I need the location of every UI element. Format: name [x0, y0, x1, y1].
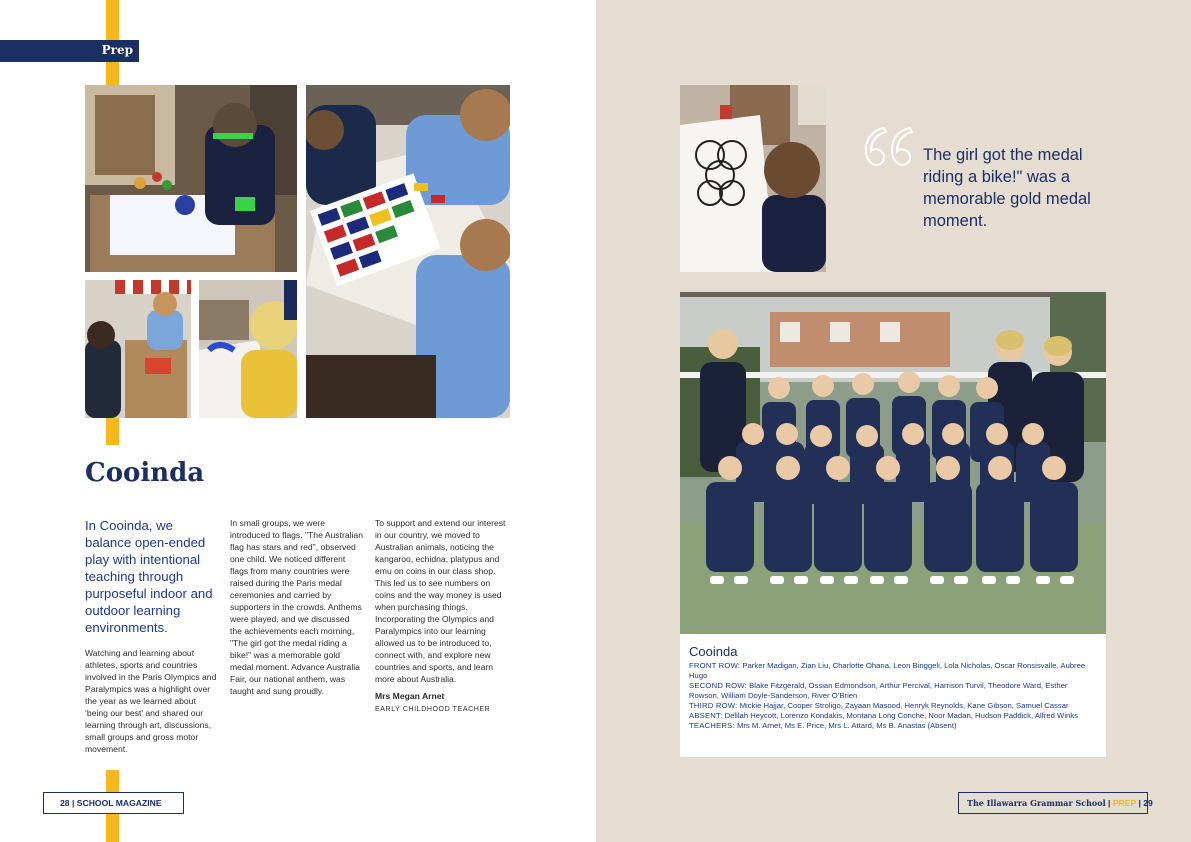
caption-title: Cooinda [689, 644, 738, 659]
section-tab-label: Prep [101, 43, 133, 57]
yellow-accent-bar [106, 0, 119, 40]
caption-row [689, 681, 1097, 701]
caption-row-label: THIRD ROW: [689, 701, 738, 710]
caption-row-names: Mrs M. Arnet, Ms E. Price, Mrs L. Attard, Ms B. Anastas (Absent) [736, 721, 957, 730]
footer-separator: | [1108, 798, 1111, 808]
signature-role: EARLY CHILDHOOD TEACHER [375, 706, 491, 713]
photo-drawing-rings [680, 85, 826, 272]
photo-light-table [85, 85, 297, 272]
caption-row [689, 721, 1097, 731]
school-name: The Illawarra Grammar School [967, 798, 1106, 808]
pull-quote: The girl got the medal riding a bike!" was a memorable gold medal moment. [923, 146, 1091, 230]
caption-row [689, 661, 1097, 681]
section-tab [0, 40, 139, 62]
caption-row-label: FRONT ROW: [689, 661, 741, 670]
photo-painting [199, 280, 297, 418]
class-photo-caption [680, 634, 1106, 757]
class-photo [680, 292, 1106, 635]
caption-row [689, 701, 1097, 711]
caption-row [689, 711, 1097, 721]
footer-separator: | [1138, 798, 1141, 808]
caption-row-names: Parker Madigan, Zian Liu, Charlotte Ohana, Leon Binggeli, Lola Nicholas, Oscar Ronsisvalle, Aubree Hugo [689, 661, 1086, 680]
caption-row-names: Blake Fitzgerald, Ossian Edmondson, Arthur Percival, Harrison Turvil, Theodore Ward, Esther Rowson, William Doyle-Sanderson, River O’Brien [689, 681, 1068, 700]
photo-flags [306, 85, 510, 418]
body-column-2: In small groups, we were introduced to flags. "The Australian flag has stars and red", observed one child. We noticed different flags from many countries were raised during the Paris medal ceremonies and carried by supporters in the crowds. Anthems were played, and we discussed the achievements each morning, "The girl got the medal riding a bike!" was a memorable gold medal moment. Advance Australia Fair, our national anthem, was taught and sung proudly. [230, 518, 363, 696]
footer-section-label: PREP [1112, 798, 1137, 808]
caption-row-names: Mickie Hajjar, Cooper Stroligo, Zayaan Masood, Henryk Reynolds, Kane Gibson, Samuel Cassar [739, 701, 1069, 710]
footer-separator: | [71, 798, 75, 808]
quote-mark-icon [862, 124, 916, 170]
caption-row-names: Delilah Heycott, Lorenzo Kondakis, Montana Long Conche, Noor Madan, Hudson Paddick, Alfred Winks [724, 711, 1078, 720]
caption-row-label: TEACHERS: [689, 721, 735, 730]
caption-row-label: ABSENT: [689, 711, 723, 720]
page-number-right: 29 [1143, 798, 1153, 808]
body-column-1: Watching and learning about athletes, sports and countries involved in the Paris Olympics and Paralympics was a highlight over the year as we learned about ‘being our best’ and shared our learning through art, discussions, small groups and gross motor movement. [85, 648, 217, 754]
body-column-3 [375, 517, 512, 716]
intro-paragraph: In Cooinda, we balance open-ended play with intentional teaching through purposeful indoor and outdoor learning environments. [85, 518, 213, 635]
footer-right [958, 792, 1153, 814]
page-number-left: 28 [60, 798, 70, 808]
magazine-label: SCHOOL MAGAZINE [76, 798, 162, 808]
caption-row-label: SECOND ROW: [689, 681, 748, 690]
footer-left [43, 792, 184, 814]
photo-shop [85, 280, 191, 418]
yellow-accent-bar [106, 418, 119, 445]
signature-name: Mrs Megan Arnet [375, 691, 445, 701]
page-heading: Cooinda [85, 458, 205, 488]
body-column-3-text: To support and extend our interest in our country, we moved to Australian animals, noticing the kangaroo, echidna, platypus and emu on coins in our class shop. This led us to see numbers on coins and the way money is used when purchasing things. Incorporating the Olympics and Paralympics into our learning allowed us to be introduced to, connect with, and explore new countries and sports, and learn more about Australia. [375, 518, 506, 684]
